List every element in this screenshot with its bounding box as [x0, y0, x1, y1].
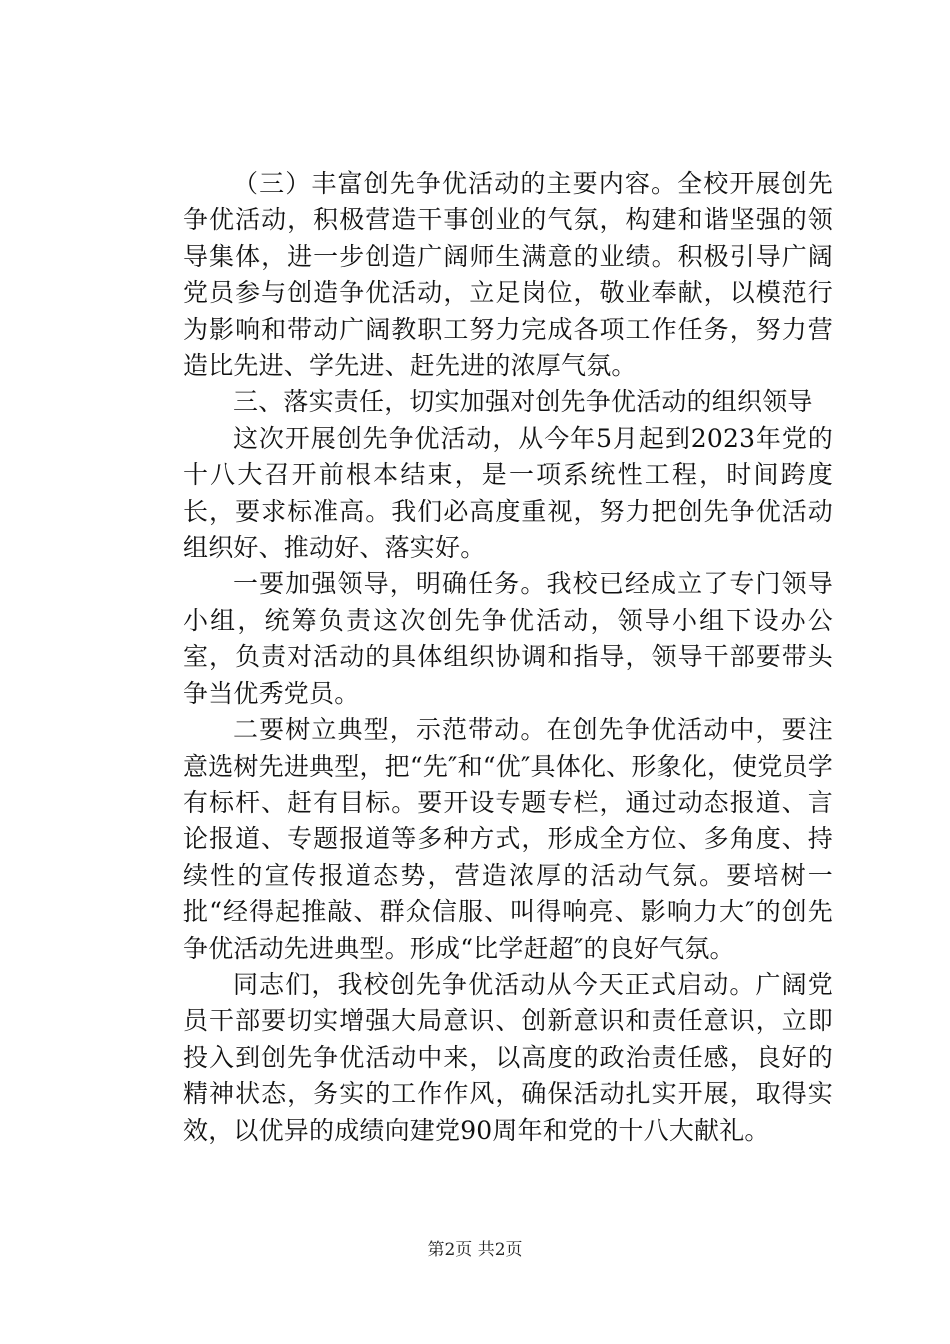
page-number-footer: 第2页 共2页	[427, 1240, 523, 1260]
heading-section-three: 三、落实责任，切实加强对创先争优活动的组织领导	[233, 387, 813, 417]
paragraph-leadership: 一要加强领导，明确任务。我校已经成立了专门领导小组，统筹负责这次创先争优活动，领导小组下设办公室，负责对活动的具体组织协调和指导，领导干部要带头争当优秀党员。	[183, 569, 833, 708]
paragraph-models: 二要树立典型，示范带动。在创先争优活动中，要注意选树先进典型，把“先″和“优″具体化、形象化，使党员学有标杆、赶有目标。要开设专题专栏，通过动态报道、言论报道、专题报道等多种方式，形成全方位、多角度、持续性的宣传报道态势，营造浓厚的活动气氛。要培树一批“经得起推敲、群众信服、叫得响亮、影响力大″的创先争优活动先进典型。形成“比学赶超″的良好气氛。	[183, 715, 833, 963]
paragraph-section-three-content: （三）丰富创先争优活动的主要内容。全校开展创先争优活动，积极营造干事创业的气氛，构建和谐坚强的领导集体，进一步创造广阔师生满意的业绩。积极引导广阔党员参与创造争优活动，立足岗位，敬业奉献，以模范行为影响和带动广阔教职工努力完成各项工作任务，努力营造比先进、学先进、赶先进的浓厚气氛。	[183, 169, 833, 381]
document-body	[183, 166, 833, 1149]
paragraph-timeline: 这次开展创先争优活动，从今年5月起到2023年党的十八大召开前根本结束，是一项系统性工程，时间跨度长，要求标准高。我们必高度重视，努力把创先争优活动组织好、推动好、落实好。	[183, 423, 833, 563]
paragraph-closing: 同志们，我校创先争优活动从今天正式启动。广阔党员干部要切实增强大局意识、创新意识和责任意识，立即投入到创先争优活动中来，以高度的政治责任感，良好的精神状态，务实的工作作风，确保活动扎实开展，取得实效，以优异的成绩向建党90周年和党的十八大献礼。	[183, 969, 833, 1145]
